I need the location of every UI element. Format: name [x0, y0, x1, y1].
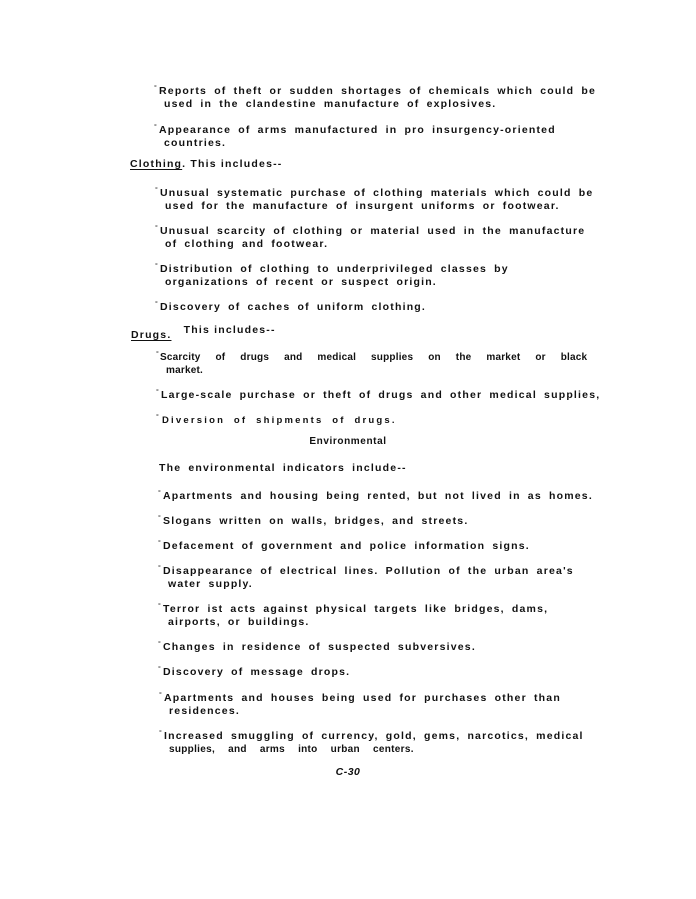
item-line: countries.	[164, 137, 227, 149]
bullet-mark: °	[158, 515, 162, 522]
item-line: Changes in residence of suspected subversives.	[163, 641, 476, 653]
item-line: organizations of recent or suspect origin.	[165, 276, 437, 288]
section-intro: This includes--	[183, 324, 276, 336]
bullet-mark: °	[158, 565, 162, 572]
item-line: Terror ist acts against physical targets like bridges, dams,	[163, 603, 549, 615]
bullet-mark: °	[158, 603, 162, 610]
bullet-mark: °	[159, 692, 163, 699]
item-line: Discovery of message drops.	[163, 666, 351, 678]
bullet-mark: °	[155, 263, 159, 270]
list-item	[158, 562, 574, 591]
list-item	[155, 222, 585, 251]
list-item	[158, 512, 468, 528]
item-line: Unusual systematic purchase of clothing materials which could be	[160, 187, 594, 199]
list-item	[154, 121, 556, 150]
item-line: Disappearance of electrical lines. Pollution of the urban area's	[163, 565, 574, 577]
item-line: residences.	[169, 705, 240, 717]
list-item	[159, 689, 561, 718]
section-heading-environmental: Environmental	[309, 436, 387, 447]
item-line: Discovery of caches of uniform clothing.	[160, 301, 427, 313]
bullet-mark: °	[156, 414, 161, 421]
item-line: Apartments and housing being rented, but not lived in as homes.	[163, 490, 593, 502]
section-intro: . This includes--	[182, 158, 283, 170]
list-item	[156, 411, 397, 427]
item-line: market.	[166, 365, 203, 376]
list-item	[155, 184, 593, 213]
bullet-mark: °	[158, 490, 162, 497]
list-item	[158, 487, 593, 503]
item-line: Scarcity of drugs and medical supplies on the market or black	[160, 352, 588, 363]
section-title: Drugs.	[131, 329, 172, 341]
list-item	[156, 348, 587, 377]
bullet-mark: °	[154, 124, 158, 131]
item-line: Appearance of arms manufactured in pro insurgency-oriented	[159, 124, 556, 136]
section-intro: The environmental indicators include--	[159, 462, 407, 474]
list-item	[155, 298, 426, 314]
item-line: Defacement of government and police information signs.	[163, 540, 530, 552]
item-line: Slogans written on walls, bridges, and streets.	[163, 515, 469, 527]
list-item	[158, 638, 476, 654]
section-title: Clothing	[130, 158, 183, 170]
list-item	[156, 386, 600, 402]
bullet-mark: °	[156, 351, 159, 358]
item-line: Reports of theft or sudden shortages of chemicals which could be	[159, 85, 597, 97]
item-line: Distribution of clothing to underprivileged classes by	[160, 263, 509, 275]
bullet-mark: °	[156, 389, 160, 396]
item-line: used in the clandestine manufacture of explosives.	[164, 98, 497, 110]
list-item	[158, 600, 548, 629]
item-line: used for the manufacture of insurgent uniforms or footwear.	[165, 200, 560, 212]
list-item	[158, 537, 530, 553]
bullet-mark: °	[159, 730, 163, 737]
bullet-mark: °	[158, 641, 162, 648]
item-line: Increased smuggling of currency, gold, gems, narcotics, medical	[164, 730, 584, 742]
section-heading-drugs	[131, 324, 276, 341]
bullet-mark: °	[155, 301, 159, 308]
item-line: Apartments and houses being used for purchases other than	[164, 692, 561, 704]
section-heading-clothing	[130, 158, 283, 170]
page-number: C-30	[335, 766, 361, 778]
bullet-mark: °	[155, 225, 159, 232]
item-line: Large-scale purchase or theft of drugs and other medical supplies,	[161, 389, 601, 401]
item-line: supplies, and arms into urban centers.	[169, 744, 414, 755]
list-item	[159, 727, 584, 756]
item-line: Diversion of shipments of drugs.	[162, 415, 397, 426]
list-item	[155, 260, 509, 289]
bullet-mark: °	[155, 187, 159, 194]
item-line: of clothing and footwear.	[165, 238, 329, 250]
bullet-mark: °	[154, 85, 158, 92]
bullet-mark: °	[158, 540, 162, 547]
item-line: Unusual scarcity of clothing or material used in the manufacture	[160, 225, 586, 237]
item-line: airports, or buildings.	[168, 616, 310, 628]
item-line: water supply.	[168, 578, 253, 590]
list-item	[158, 663, 350, 679]
bullet-mark: °	[158, 666, 162, 673]
list-item	[154, 82, 596, 111]
